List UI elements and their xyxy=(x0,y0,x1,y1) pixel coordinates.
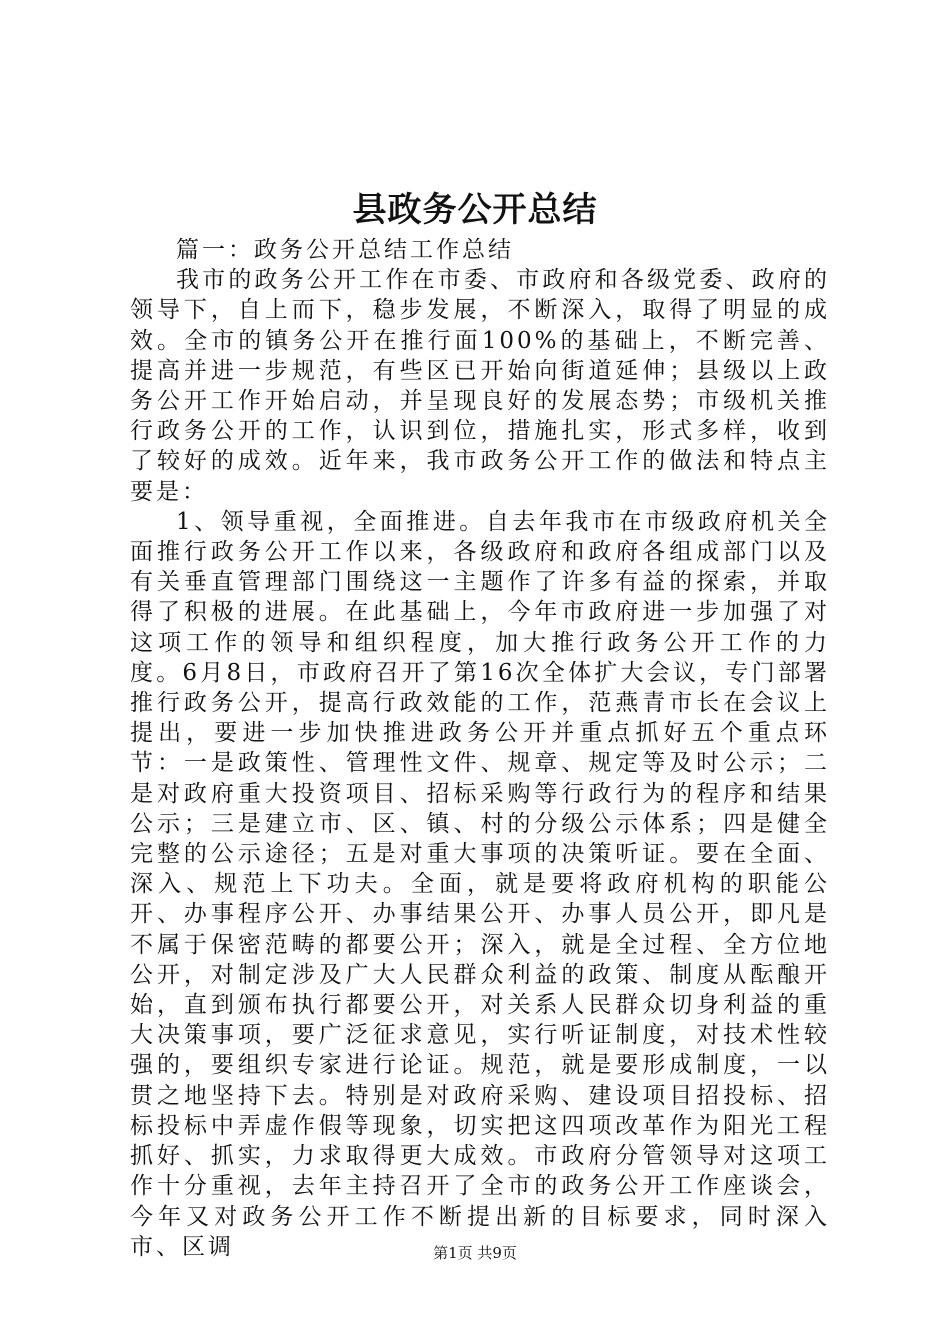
paragraph-leadership: 1、领导重视，全面推进。自去年我市在市级政府机关全面推行政务公开工作以来，各级政府和政府各组成部门以及有关垂直管理部门围绕这一主题作了许多有益的探索，并取得了积极的进展。在此基础上，今年市政府进一步加强了对这项工作的领导和组织程度，加大推行政务公开工作的力度。6月8日，市政府召开了第16次全体扩大会议，专门部署推行政务公开，提高行政效能的工作，范燕青市长在会议上提出，要进一步加快推进政务公开并重点抓好五个重点环节：一是政策性、管理性文件、规章、规定等及时公示；二是对政府重大投资项目、招标采购等行政行为的程序和结果公示；三是建立市、区、镇、村的分级公示体系；四是健全完整的公示途径；五是对重大事项的决策听证。要在全面、深入、规范上下功夫。全面，就是要将政府机构的职能公开、办事程序公开、办事结果公开、办事人员公开，即凡是不属于保密范畴的都要公开；深入，就是全过程、全方位地公开，对制定涉及广大人民群众利益的政策、制度从酝酿开始，直到颁布执行都要公开，对关系人民群众切身利益的重大决策事项，要广泛征求意见，实行听证制度，对技术性较强的，要组织专家进行论证。规范，就是要形成制度，一以贯之地坚持下去。特别是对政府采购、建设项目招投标、招标投标中弄虚作假等现象，切实把这四项改革作为阳光工程抓好、抓实，力求取得更大成效。市政府分管领导对这项工作十分重视，去年主持召开了全市的政务公开工作座谈会，今年又对政务公开工作不断提出新的目标要求，同时深入市、区调 xyxy=(130,508,830,1260)
paragraph-intro: 我市的政务公开工作在市委、市政府和各级党委、政府的领导下，自上而下，稳步发展，不断深入，取得了明显的成效。全市的镇务公开在推行面100%的基础上，不断完善、提高并进一步规范，有些区已开始向街道延伸；县级以上政务公开工作开始启动，并呈现良好的发展态势；市级机关推行政务公开的工作，认识到位，措施扎实，形式多样，收到了较好的成效。近年来，我市政务公开工作的做法和特点主要是： xyxy=(130,267,830,505)
section-heading: 篇一：政务公开总结工作总结 xyxy=(176,237,514,263)
page-footer: 第1页 共9页 xyxy=(433,1244,517,1262)
document-body xyxy=(130,235,830,1262)
document-title: 县政务公开总结 xyxy=(352,190,598,230)
